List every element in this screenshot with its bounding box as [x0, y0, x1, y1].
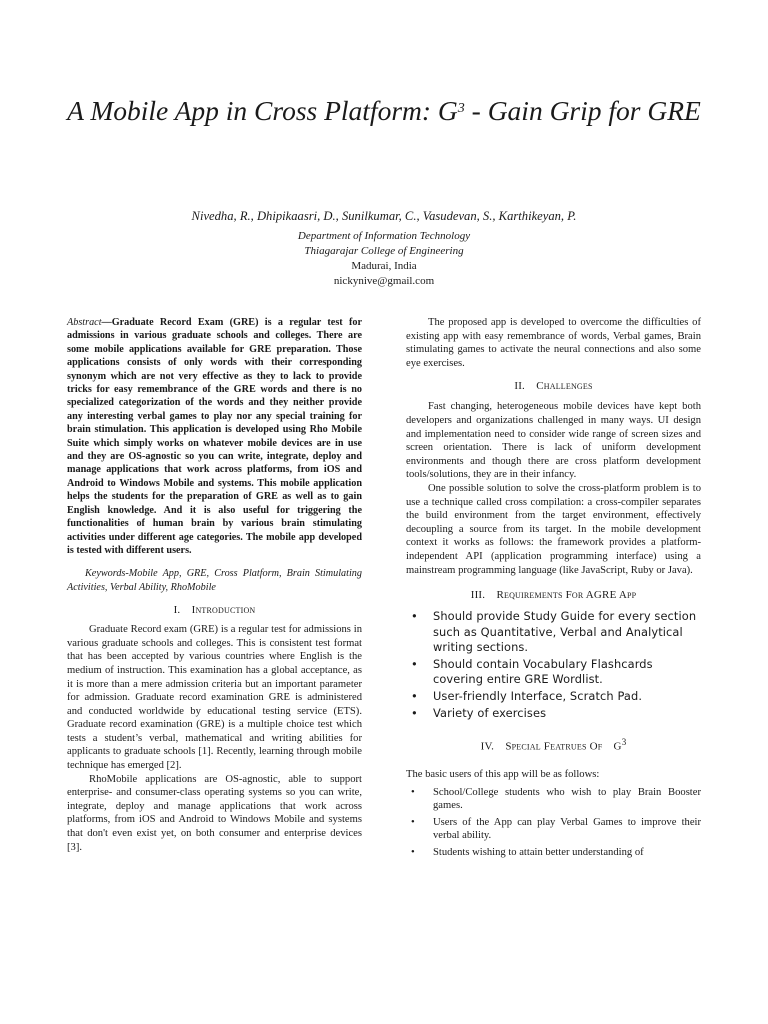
- list-item: • User-friendly Interface, Scratch Pad.: [406, 689, 701, 705]
- city: Madurai, India: [351, 260, 417, 272]
- title-suffix: - Gain Grip for GRE: [464, 95, 701, 126]
- keywords: Keywords-Mobile App, GRE, Cross Platform, Brain Stimulating Activities, Verbal Ability, RhoMobile: [67, 568, 362, 593]
- section-heading-features: [406, 735, 701, 754]
- features-heading-text: IV. Special Featrues Of G: [480, 740, 622, 753]
- features-intro: The basic users of this app will be as follows:: [406, 768, 600, 780]
- list-item: • Should provide Study Guide for every section such as Quantitative, Verbal and Analytical writing sections.: [406, 609, 701, 656]
- section-heading-requirements: III. Requirements For AGRE App: [470, 589, 637, 602]
- challenges-paragraph-1: Fast changing, heterogeneous mobile devices have kept both developers and organizations challenged in many ways. UI design and implementation need to consider wide range of screen sizes and screen orientation. There is lack of uniform development environments and though there are cross platform development tools/solutions, they are in their infancy.: [406, 401, 701, 481]
- list-item: • School/College students who wish to play Brain Booster games.: [406, 786, 701, 813]
- list-item: • Students wishing to attain better understanding of: [406, 846, 701, 860]
- author-list: Nivedha, R., Dhipikaasri, D., Sunilkumar, C., Vasudevan, S., Karthikeyan, P.: [191, 209, 577, 223]
- title-prefix: A Mobile App in Cross Platform: G: [67, 95, 458, 126]
- college: Thiagarajar College of Engineering: [304, 245, 464, 257]
- abstract: [67, 316, 362, 557]
- department: Department of Information Technology: [297, 230, 471, 242]
- challenges-paragraph-2: One possible solution to solve the cross-platform problem is to use a technique called cross compilation: a cross-compiler separates the build environment from the target environment, effectively decoupling a source from its target. In the mobile development context it works as follows: the framework provides a platform-independent API (application programming interface) using a mainstream programming language (like JavaScript, Ruby or Java).: [406, 482, 701, 576]
- email: nickynive@gmail.com: [333, 275, 435, 287]
- right-column: [406, 316, 701, 862]
- features-heading-superscript: 3: [621, 737, 627, 748]
- list-item: • Users of the App can play Verbal Games to improve their verbal ability.: [406, 816, 701, 843]
- requirements-list: [406, 609, 701, 721]
- left-column: [67, 316, 362, 854]
- paper-title: [60, 92, 708, 130]
- section-heading-introduction: I. Introduction: [173, 604, 256, 617]
- proposed-app-paragraph: The proposed app is developed to overcome the difficulties of existing app with easy remembrance of words, Verbal games, Brain stimulating games to activate the neural connections and also some eye exercises.: [406, 317, 701, 369]
- features-list: [406, 786, 701, 860]
- abstract-lead: Abstract: [67, 317, 102, 328]
- section-heading-challenges: II. Challenges: [514, 380, 593, 393]
- list-item: • Should contain Vocabulary Flashcards covering entire GRE Wordlist.: [406, 657, 701, 688]
- intro-paragraph-1: Graduate Record exam (GRE) is a regular test for admissions in various graduate schools and colleges. This is consistent test format that has been accepted by various countries where English is the medium of instruction. This examination has a global acceptance, as it is more than a mere admission criteria but an important parameter for admission. Graduate record examination GRE is administered and conducted worldwide by educational testing service (ETS). Graduate record examination (GRE) is a multiple choice test which tests a student’s verbal, mathematical and writing abilities for applicants to graduate schools [1]. Recently, learning through mobile technique has emerged [2].: [67, 624, 362, 772]
- affiliation: [60, 229, 708, 289]
- abstract-text: —Graduate Record Exam (GRE) is a regular test for admissions in various graduate schools and colleges. There are some mobile applications available for GRE preparation. Those applications consists of only words with their corresponding synonym which are not very effective as they to lack to provide tricks for easy remembrance of the GRE words and there is no specialized categorization of the words and they neither provide any interesting verbal games to play nor any special training for brain stimulation. This application is developed using Rho Mobile Suite which simply works on whatever mobile devices are in use and they are OS-agnostic so you can write, integrate, deploy and manage applications that work across platforms, from iOS and Android to Windows Mobile and systems. This mobile application helps the students for the preparation of GRE as well as to gain English knowledge. And it is also useful for triggering the functionalities of human brain by various brain stimulating activities under different age categories. The mobile app developed is tested with different users.: [67, 317, 362, 556]
- title-superscript: 3: [457, 101, 465, 116]
- intro-paragraph-2: RhoMobile applications are OS-agnostic, able to support enterprise- and consumer-class operating systems so you can write, integrate, deploy and manage applications that work across platforms, from iOS and Android to Windows Mobile and systems that don't even exist yet, on both consumer and enterprise devices [3].: [67, 773, 362, 853]
- list-item: • Variety of exercises: [406, 706, 701, 722]
